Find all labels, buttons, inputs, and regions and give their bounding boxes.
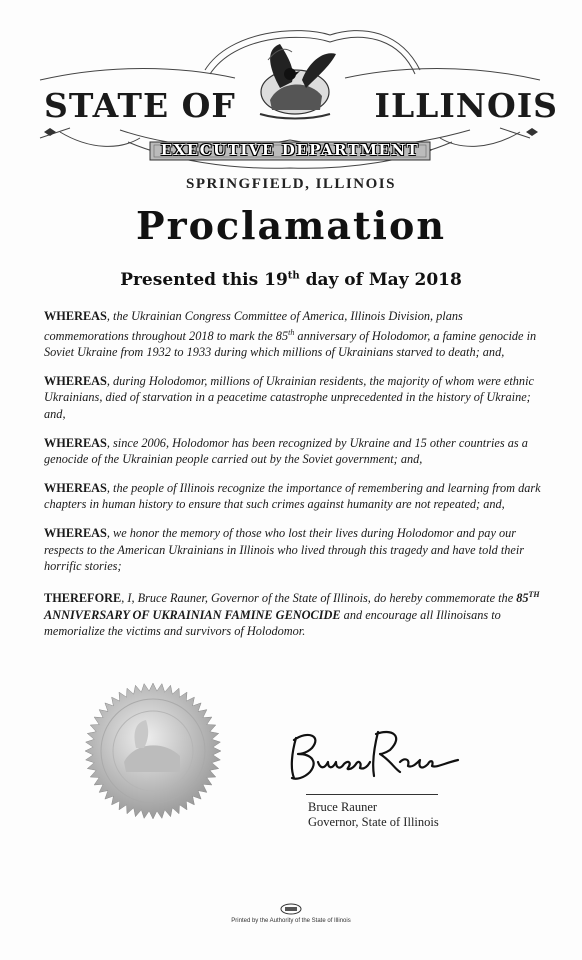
printed-by-footer: Printed by the Authority of the State of Illinois	[231, 918, 351, 924]
paragraph-text: anniversary of Holodomor, a famine genocide in Soviet Ukraine from 1932 to 1933 during which millions of Ukrainians starved to death; and,	[44, 328, 537, 360]
anniversary-sup: TH	[528, 589, 540, 599]
state-banner	[0, 86, 582, 136]
proclamation-body	[44, 308, 544, 652]
presented-suffix: day of May 2018	[299, 270, 462, 290]
whereas-paragraph-3	[44, 435, 544, 468]
whereas-paragraph-2	[44, 373, 544, 423]
therefore-paragraph	[44, 587, 544, 640]
anniversary-number: 85	[516, 590, 529, 605]
paragraph-text: , I, Bruce Rauner, Governor of the State of Illinois, do hereby commemorate the	[121, 590, 517, 605]
paragraph-text: , during Holodomor, millions of Ukrainian residents, the majority of whom were ethnic Ukrainians, died of starvation in a peacetime catastrophe unprecedented in the history of Ukraine; and,	[44, 373, 534, 422]
whereas-paragraph-4	[44, 480, 544, 513]
letterhead	[0, 0, 582, 200]
executive-department-label: EXECUTIVE DEPARTMENT	[160, 141, 420, 159]
state-seal-icon	[84, 682, 222, 820]
paragraph-lead: THEREFORE	[44, 590, 122, 605]
springfield-label: SPRINGFIELD, ILLINOIS	[186, 176, 396, 192]
paragraph-lead: WHEREAS	[44, 373, 107, 388]
anniversary-title: ANNIVERSARY OF UKRAINIAN FAMINE GENOCIDE	[44, 607, 341, 622]
presented-date	[0, 270, 582, 290]
proclamation-title: Proclamation	[136, 203, 446, 248]
paragraph-lead: WHEREAS	[44, 480, 107, 495]
paragraph-text: and encourage all Illinoisans to memorialize the victims and survivors of Holodomor.	[44, 607, 501, 639]
whereas-paragraph-5	[44, 525, 544, 575]
paragraph-text: , the Ukrainian Congress Committee of America, Illinois Division, plans commemorations throughout 2018 to mark the 85	[44, 309, 463, 343]
illinois-text: ILLINOIS	[374, 86, 558, 125]
signature-line	[306, 794, 438, 795]
paragraph-lead: WHEREAS	[44, 435, 107, 450]
governor-title: Governor, State of Illinois	[308, 815, 439, 829]
paragraph-sup: th	[288, 327, 295, 337]
presented-prefix: Presented this 19	[120, 270, 288, 290]
paragraph-text: , we honor the memory of those who lost their lives during Holodomor and pay our respects to the American Ukrainians in Illinois who lived through this tragedy and have told their horrific stories;	[44, 526, 525, 574]
governor-signature	[282, 722, 462, 790]
whereas-paragraph-1	[44, 308, 544, 361]
paragraph-lead: WHEREAS	[44, 526, 107, 541]
presented-ordinal: th	[287, 270, 300, 282]
paragraph-text: , since 2006, Holodomor has been recognized by Ukraine and 15 other countries as a genocide of the Ukrainian people carried out by the Soviet government; and,	[44, 435, 528, 467]
union-bug-icon	[280, 903, 302, 915]
governor-name: Bruce Rauner	[308, 800, 378, 814]
paragraph-lead: WHEREAS	[44, 309, 107, 323]
state-of-text: STATE OF	[44, 86, 236, 125]
paragraph-text: , the people of Illinois recognize the importance of remembering and learning from dark chapters in human history to ensure that such crimes against humanity are not repeated; and,	[44, 480, 541, 512]
